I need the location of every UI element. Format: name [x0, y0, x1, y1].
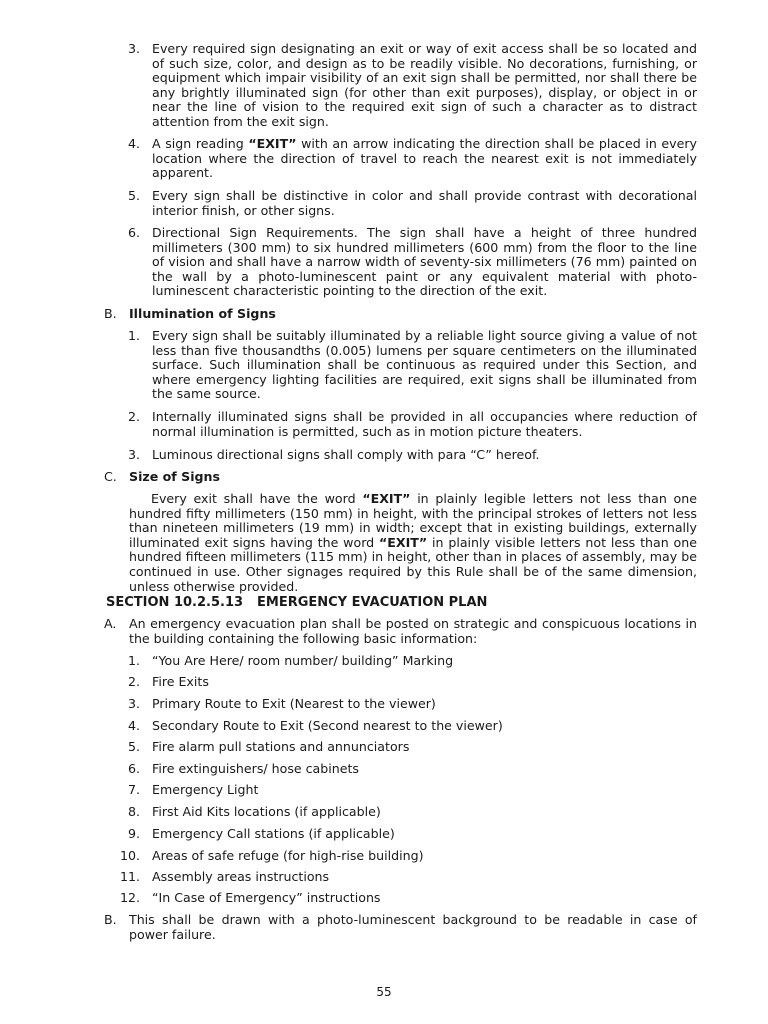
item-number: 1.	[127, 328, 140, 343]
list-item-number: 1.	[127, 653, 140, 668]
page-number: 55	[376, 985, 392, 999]
section-letter: C.	[104, 469, 117, 484]
list-item-number: 10.	[119, 848, 140, 863]
section-letter: B.	[104, 306, 117, 321]
list-item: Assembly areas instructions	[152, 869, 330, 884]
list-item: Secondary Route to Exit (Second nearest to the viewer)	[152, 718, 503, 733]
list-item-number: 2.	[127, 674, 140, 689]
section-heading: Illumination of Signs	[129, 306, 276, 321]
section-heading: Size of Signs	[129, 469, 221, 484]
list-item-number: 3.	[127, 696, 140, 711]
list-item: Fire Exits	[152, 674, 209, 689]
list-item: “You Are Here/ room number/ building” Marking	[152, 653, 454, 668]
list-item-number: 5.	[127, 739, 140, 754]
list-item-number: 6.	[127, 761, 140, 776]
section-letter: A.	[104, 616, 117, 631]
exit-word: “EXIT”	[362, 491, 411, 506]
item-text: Every sign shall be suitably illuminated by a reliable light source giving a value of not less than five thousandths (0.005) lumens per square centimeters on the illuminated surface. Such illumination shall be continuous as required under this Section, and where emergency lighting facilities are required, exit signs shall be illuminated from the same source.	[152, 328, 697, 402]
section-title: EMERGENCY EVACUATION PLAN	[257, 595, 488, 610]
size-of-signs-paragraph: Every exit shall have the word “EXIT” in plainly legible letters not less than one hundred fifty millimeters (150 mm) in height, with the principal strokes of letters not less than nineteen millimeters (19 mm) in width; except that in existing buildings, externally illuminated exit signs having the word “EXIT” in plainly visible letters not less than one hundred fifteen millimeters (115 mm) in height, other than in places of assembly, may be continued in use. Other signages required by this Rule shall be of the same dimension, unless otherwise provided.	[129, 491, 697, 594]
list-item-number: 9.	[127, 826, 140, 841]
item-number: 4.	[127, 136, 140, 151]
item-number: 2.	[127, 409, 140, 424]
exit-word: “EXIT”	[248, 136, 297, 151]
list-item: Fire extinguishers/ hose cabinets	[152, 761, 359, 776]
item-number: 5.	[127, 188, 140, 203]
item-text: Internally illuminated signs shall be provided in all occupancies where reduction of normal illumination is permitted, such as in motion picture theaters.	[152, 409, 697, 439]
list-item-number: 4.	[127, 718, 140, 733]
item-number: 6.	[127, 225, 140, 240]
list-item: Emergency Light	[152, 782, 259, 797]
list-item-number: 8.	[127, 804, 140, 819]
section-letter: B.	[104, 912, 117, 927]
list-item: Primary Route to Exit (Nearest to the viewer)	[152, 696, 436, 711]
photo-luminescent-note: This shall be drawn with a photo-luminescent background to be readable in case of power failure.	[129, 912, 697, 942]
item-text: Every required sign designating an exit or way of exit access shall be so located and of such size, color, and design as to be readily visible. No decorations, furnishing, or equipment which impair visibility of an exit sign shall be permitted, nor shall there be any brightly illuminated sign (for other than exit purposes), display, or object in or near the line of vision to the required exit sign of such a character as to distract attention from the exit sign.	[152, 41, 697, 129]
list-item-number: 7.	[127, 782, 140, 797]
item-text: Every sign shall be distinctive in color and shall provide contrast with decorational interior finish, or other signs.	[152, 188, 697, 218]
item-text: Directional Sign Requirements. The sign shall have a height of three hundred millimeters (300 mm) to six hundred millimeters (600 mm) from the floor to the line of vision and shall have a narrow width of seventy-six millimeters (76 mm) painted on the wall by a photo-luminescent paint or any equivalent material with photo-luminescent characteristic pointing to the direction of the exit.	[152, 225, 697, 299]
exit-word: “EXIT”	[379, 534, 428, 550]
list-item: “In Case of Emergency” instructions	[152, 890, 381, 905]
item-number: 3.	[127, 41, 140, 56]
list-item-number: 12.	[119, 890, 140, 905]
section-number: SECTION 10.2.5.13	[106, 595, 244, 610]
list-item: Fire alarm pull stations and annunciators	[152, 739, 410, 754]
item-text: Luminous directional signs shall comply with para “C” hereof.	[152, 447, 540, 462]
item-text: A sign reading “EXIT” with an arrow indicating the direction shall be placed in every location where the direction of travel to reach the nearest exit is not immediately apparent.	[152, 136, 698, 181]
list-item: Emergency Call stations (if applicable)	[152, 826, 395, 841]
evacuation-plan-intro: An emergency evacuation plan shall be posted on strategic and conspicuous locations in the building containing the following basic information:	[129, 616, 697, 646]
list-item-number: 11.	[119, 869, 140, 884]
list-item: Areas of safe refuge (for high-rise building)	[152, 848, 424, 863]
item-number: 3.	[127, 447, 140, 462]
list-item: First Aid Kits locations (if applicable)	[152, 804, 381, 819]
